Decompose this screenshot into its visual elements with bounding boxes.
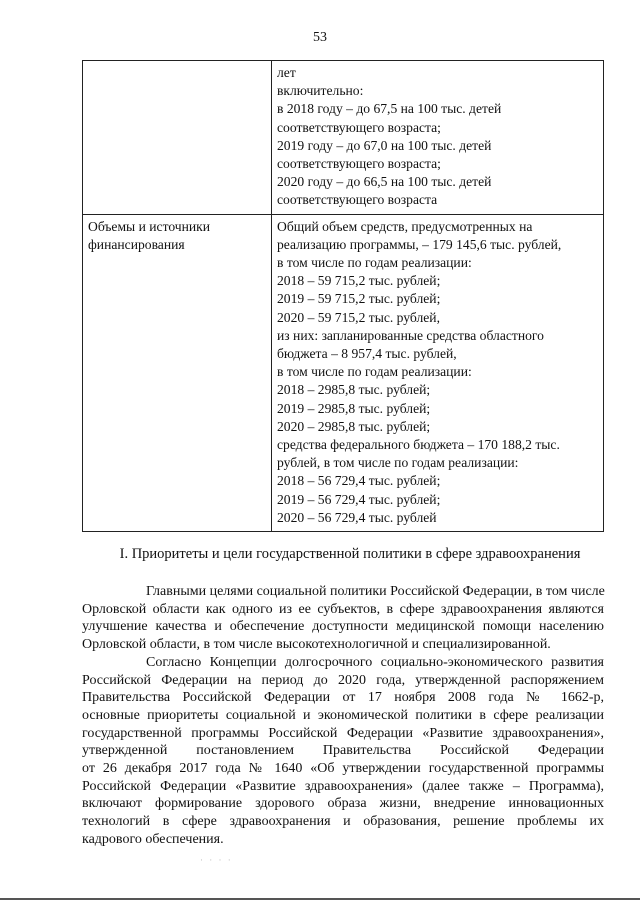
row1-line: включительно: (277, 83, 364, 99)
paragraph-line: улучшение качества и обеспечение доступности медицинской помощи населению (82, 619, 604, 635)
row1-left-cell (83, 61, 272, 215)
paragraph-line: Правительства Российской Федерации от 17 ноября 2008 года № 1662-р, (82, 690, 604, 706)
row1-line: 2019 году – до 67,0 на 100 тыс. детей (277, 137, 492, 153)
funding-line: 2020 – 2985,8 тыс. рублей; (277, 418, 431, 434)
scan-noise: · · · · (200, 855, 233, 865)
paragraph-line: от 26 декабря 2017 года № 1640 «Об утверждении государственной программы (82, 761, 604, 777)
section-body (82, 583, 605, 849)
row1-right-cell (272, 61, 604, 215)
paragraph-1 (82, 583, 605, 654)
funding-line: в том числе по годам реализации: (277, 364, 472, 380)
funding-line: бюджета – 8 957,4 тыс. рублей, (277, 346, 457, 362)
funding-line: 2018 – 2985,8 тыс. рублей; (277, 382, 431, 398)
paragraph-line: Российской Федерации на период до 2020 года, утвержденной распоряжением (82, 672, 604, 688)
funding-label-line: Объемы и источники (88, 218, 211, 234)
table-row-targets (83, 61, 604, 215)
program-passport-table (82, 60, 604, 532)
table-row-funding (83, 214, 604, 531)
funding-line: средства федерального бюджета – 170 188,2 тыс. (277, 437, 560, 453)
funding-line: 2020 – 59 715,2 тыс. рублей, (277, 309, 440, 325)
paragraph-line: Орловской области как одного из ее субъектов, в сфере здравоохранения являются (82, 601, 604, 617)
funding-line: рублей, в том числе по годам реализации: (277, 455, 519, 471)
paragraph-line: утвержденной постановлением Правительства Российской Федерации (82, 743, 604, 759)
row1-line: соответствующего возраста; (277, 119, 441, 135)
funding-line: 2019 – 56 729,4 тыс. рублей; (277, 491, 441, 507)
paragraph-line: Согласно Концепции долгосрочного социально-экономического развития (146, 654, 604, 670)
paragraph-line: включают формирование здорового образа жизни, внедрение инновационных (82, 796, 604, 812)
page-bottom-rule (0, 898, 640, 900)
funding-line: реализацию программы, – 179 145,6 тыс. рублей, (277, 236, 562, 252)
funding-line: 2018 – 56 729,4 тыс. рублей; (277, 473, 441, 489)
funding-line: 2018 – 59 715,2 тыс. рублей; (277, 273, 441, 289)
paragraph-line: кадрового обеспечения. (82, 831, 224, 847)
funding-line: 2019 – 2985,8 тыс. рублей; (277, 400, 431, 416)
row1-line: соответствующего возраста; (277, 156, 441, 172)
row1-line: соответствующего возраста (277, 192, 438, 208)
paragraph-line: Орловской области, в том числе высокотехнологичной и специализированной. (82, 637, 551, 653)
funding-line: из них: запланированные средства областного (277, 327, 544, 343)
section-heading: I. Приоритеты и цели государственной политики в сфере здравоохранения (119, 546, 581, 562)
paragraph-line: технологий в сфере здравоохранения и образования, решение проблемы их (82, 814, 604, 830)
row2-right-cell (272, 214, 604, 531)
paragraph-2 (82, 654, 604, 849)
row2-left-cell (83, 214, 272, 531)
funding-line: Общий объем средств, предусмотренных на (277, 218, 533, 234)
row1-line: лет (277, 65, 296, 80)
funding-line: 2020 – 56 729,4 тыс. рублей (277, 509, 437, 525)
funding-line: в том числе по годам реализации: (277, 255, 472, 271)
funding-line: 2019 – 59 715,2 тыс. рублей; (277, 291, 441, 307)
paragraph-line: Российской Федерации «Развитие здравоохранения» (далее также – Программа), (82, 778, 604, 794)
funding-label-line: финансирования (88, 236, 185, 252)
paragraph-line: основные приоритеты социальной и экономической политики в сфере реализации (82, 707, 604, 723)
paragraph-line: государственной программы Российской Федерации «Развитие здравоохранения», (82, 725, 604, 741)
paragraph-line: Главными целями социальной политики Российской Федерации, в том числе (146, 584, 605, 599)
row1-line: 2020 году – до 66,5 на 100 тыс. детей (277, 174, 492, 190)
row1-line: в 2018 году – до 67,5 на 100 тыс. детей (277, 101, 502, 117)
page-number: 53 (313, 30, 327, 45)
